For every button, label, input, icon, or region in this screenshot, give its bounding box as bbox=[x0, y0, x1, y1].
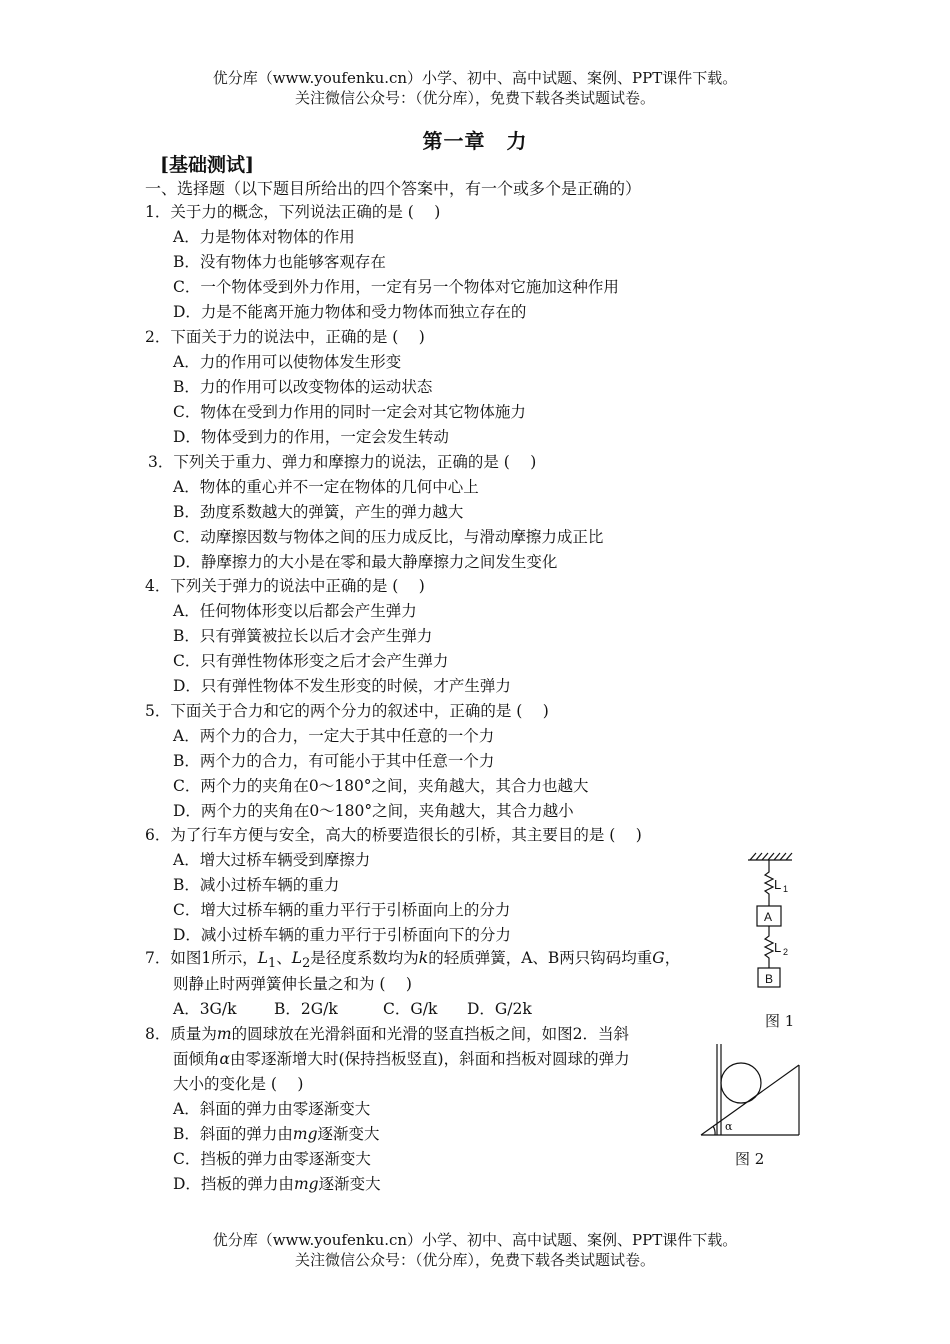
q7-l1: L bbox=[257, 949, 269, 967]
question-7-option-a: A．3G/k bbox=[173, 1000, 237, 1018]
question-8-option-c: C．挡板的弹力由零逐渐变大 bbox=[173, 1150, 371, 1168]
question-2-stem: 2．下面关于力的说法中，正确的是 ( ) bbox=[145, 328, 425, 346]
section-title: [基础测试] bbox=[160, 154, 254, 176]
question-3-option-a: A．物体的重心并不一定在物体的几何中心上 bbox=[173, 478, 479, 496]
question-1-stem: 1．关于力的概念，下列说法正确的是 ( ) bbox=[145, 203, 441, 221]
instruction: 一、选择题（以下题目所给出的四个答案中，有一个或多个是正确的） bbox=[145, 179, 642, 198]
question-6-option-d: D．减小过桥车辆的重力平行于引桥面向下的分力 bbox=[173, 926, 511, 944]
question-7-option-c: C．G/k bbox=[383, 1000, 438, 1018]
header-line-1: 优分库（www.youfenku.cn）小学、初中、高中试题、案例、PPT课件下载。 bbox=[212, 69, 738, 87]
q8-text-d: 由零逐渐增大时(保持挡板竖直)，斜面和挡板对圆球的弹力 bbox=[229, 1050, 630, 1068]
q8-opt-d-a: D．挡板的弹力由 bbox=[173, 1175, 294, 1193]
label-l1: L bbox=[774, 877, 782, 892]
question-3-stem: 3．下列关于重力、弹力和摩擦力的说法，正确的是 ( ) bbox=[148, 453, 537, 471]
question-8-stem-line-1 bbox=[145, 1024, 629, 1044]
q8-alpha: α bbox=[219, 1050, 230, 1068]
question-2-option-c: C．物体在受到力作用的同时一定会对其它物体施力 bbox=[173, 403, 526, 421]
question-2-option-b: B．力的作用可以改变物体的运动状态 bbox=[173, 378, 433, 396]
question-1-option-d: D．力是不能离开施力物体和受力物体而独立存在的 bbox=[173, 303, 527, 321]
angle-label: α bbox=[725, 1120, 733, 1133]
question-4-option-b: B．只有弹簧被拉长以后才会产生弹力 bbox=[173, 627, 433, 645]
spring-l1 bbox=[765, 860, 773, 906]
q7-l2: L bbox=[291, 949, 303, 967]
label-l2: L bbox=[774, 940, 782, 955]
q7-text-a: 7．如图1所示， bbox=[145, 949, 258, 967]
spring-l2 bbox=[765, 926, 773, 968]
q8-opt-d-mg: mg bbox=[293, 1175, 319, 1193]
question-6-option-c: C．增大过桥车辆的重力平行于引桥面向上的分力 bbox=[173, 901, 511, 919]
figure-2 bbox=[695, 1040, 805, 1140]
question-1-option-c: C．一个物体受到外力作用，一定有另一个物体对它施加这种作用 bbox=[173, 278, 619, 296]
question-5-stem: 5．下面关于合力和它的两个分力的叙述中，正确的是 ( ) bbox=[145, 702, 549, 720]
footer-line-2: 关注微信公众号：（优分库），免费下载各类试题试卷。 bbox=[294, 1251, 655, 1269]
q8-opt-b-mg: mg bbox=[292, 1125, 318, 1143]
question-5-option-a: A．两个力的合力，一定大于其中任意的一个力 bbox=[173, 727, 495, 745]
q8-text-c: 面倾角 bbox=[173, 1050, 220, 1068]
label-a: A bbox=[764, 910, 773, 924]
ceiling-hatch bbox=[750, 853, 792, 860]
figure-1 bbox=[740, 850, 810, 995]
question-8-stem-line-3: 大小的变化是 ( ) bbox=[173, 1075, 304, 1093]
q7-g: G bbox=[652, 949, 665, 967]
label-b: B bbox=[765, 972, 774, 986]
question-7-option-d: D．G/2k bbox=[467, 1000, 532, 1018]
figure-2-caption: 图 2 bbox=[735, 1150, 765, 1168]
chapter-title: 第一章 力 bbox=[422, 129, 528, 153]
q8-opt-b-a: B．斜面的弹力由 bbox=[173, 1125, 293, 1143]
q7-comma: ， bbox=[664, 949, 681, 967]
question-5-option-d: D．两个力的夹角在0～180°之间，夹角越大，其合力越小 bbox=[173, 802, 574, 820]
label-l1-sub: 1 bbox=[783, 884, 789, 894]
q7-k: k bbox=[418, 949, 429, 967]
incline-slope bbox=[701, 1065, 799, 1135]
question-8-option-b bbox=[173, 1124, 380, 1144]
question-6-option-a: A．增大过桥车辆受到摩擦力 bbox=[173, 851, 371, 869]
question-2-option-d: D．物体受到力的作用，一定会发生转动 bbox=[173, 428, 449, 446]
q7-sep: 、 bbox=[276, 949, 292, 967]
q8-opt-d-b: 逐渐变大 bbox=[318, 1175, 381, 1193]
q7-text-b: 是径度系数均为 bbox=[310, 949, 419, 967]
question-1-option-b: B．没有物体力也能够客观存在 bbox=[173, 253, 386, 271]
question-7-stem-line-1 bbox=[145, 948, 680, 974]
q8-opt-b-b: 逐渐变大 bbox=[317, 1125, 380, 1143]
q7-l2-sub: 2 bbox=[302, 956, 311, 972]
question-3-option-b: B．劲度系数越大的弹簧，产生的弹力越大 bbox=[173, 503, 464, 521]
angle-arc bbox=[713, 1126, 715, 1135]
question-8-stem-line-2 bbox=[173, 1049, 630, 1069]
label-l2-sub: 2 bbox=[783, 947, 789, 957]
question-5-option-b: B．两个力的合力，有可能小于其中任意一个力 bbox=[173, 752, 495, 770]
question-4-option-d: D．只有弹性物体不发生形变的时候，才产生弹力 bbox=[173, 677, 511, 695]
footer-line-1: 优分库（www.youfenku.cn）小学、初中、高中试题、案例、PPT课件下载。 bbox=[212, 1231, 738, 1249]
question-8-option-d bbox=[173, 1174, 381, 1194]
q7-text-c: 的轻质弹簧，A、B两只钩码均重 bbox=[428, 949, 653, 967]
question-6-option-b: B．减小过桥车辆的重力 bbox=[173, 876, 340, 894]
question-4-stem: 4．下列关于弹力的说法中正确的是 ( ) bbox=[145, 577, 425, 595]
question-2-option-a: A．力的作用可以使物体发生形变 bbox=[173, 353, 402, 371]
q8-text-a: 8．质量为 bbox=[145, 1025, 217, 1043]
question-8-option-a: A．斜面的弹力由零逐渐变大 bbox=[173, 1100, 371, 1118]
question-6-stem: 6．为了行车方便与安全，高大的桥要造很长的引桥，其主要目的是 ( ) bbox=[145, 826, 642, 844]
q8-m: m bbox=[216, 1025, 232, 1043]
ball bbox=[721, 1063, 761, 1103]
question-3-option-d: D．静摩擦力的大小是在零和最大静摩擦力之间发生变化 bbox=[173, 553, 558, 571]
header-line-2: 关注微信公众号：（优分库），免费下载各类试题试卷。 bbox=[294, 89, 655, 107]
q7-l1-sub: 1 bbox=[268, 956, 277, 972]
question-1-option-a: A．力是物体对物体的作用 bbox=[173, 228, 355, 246]
question-7-stem-line-2: 则静止时两弹簧伸长量之和为 ( ) bbox=[173, 975, 412, 993]
question-4-option-c: C．只有弹性物体形变之后才会产生弹力 bbox=[173, 652, 449, 670]
question-3-option-c: C．动摩擦因数与物体之间的压力成反比，与滑动摩擦力成正比 bbox=[173, 528, 604, 546]
question-7-option-b: B．2G/k bbox=[274, 1000, 338, 1018]
question-5-option-c: C．两个力的夹角在0～180°之间，夹角越大，其合力也越大 bbox=[173, 777, 589, 795]
q8-text-b: 的圆球放在光滑斜面和光滑的竖直挡板之间，如图2．当斜 bbox=[231, 1025, 629, 1043]
question-4-option-a: A．任何物体形变以后都会产生弹力 bbox=[173, 602, 417, 620]
figure-1-caption: 图 1 bbox=[765, 1012, 795, 1030]
